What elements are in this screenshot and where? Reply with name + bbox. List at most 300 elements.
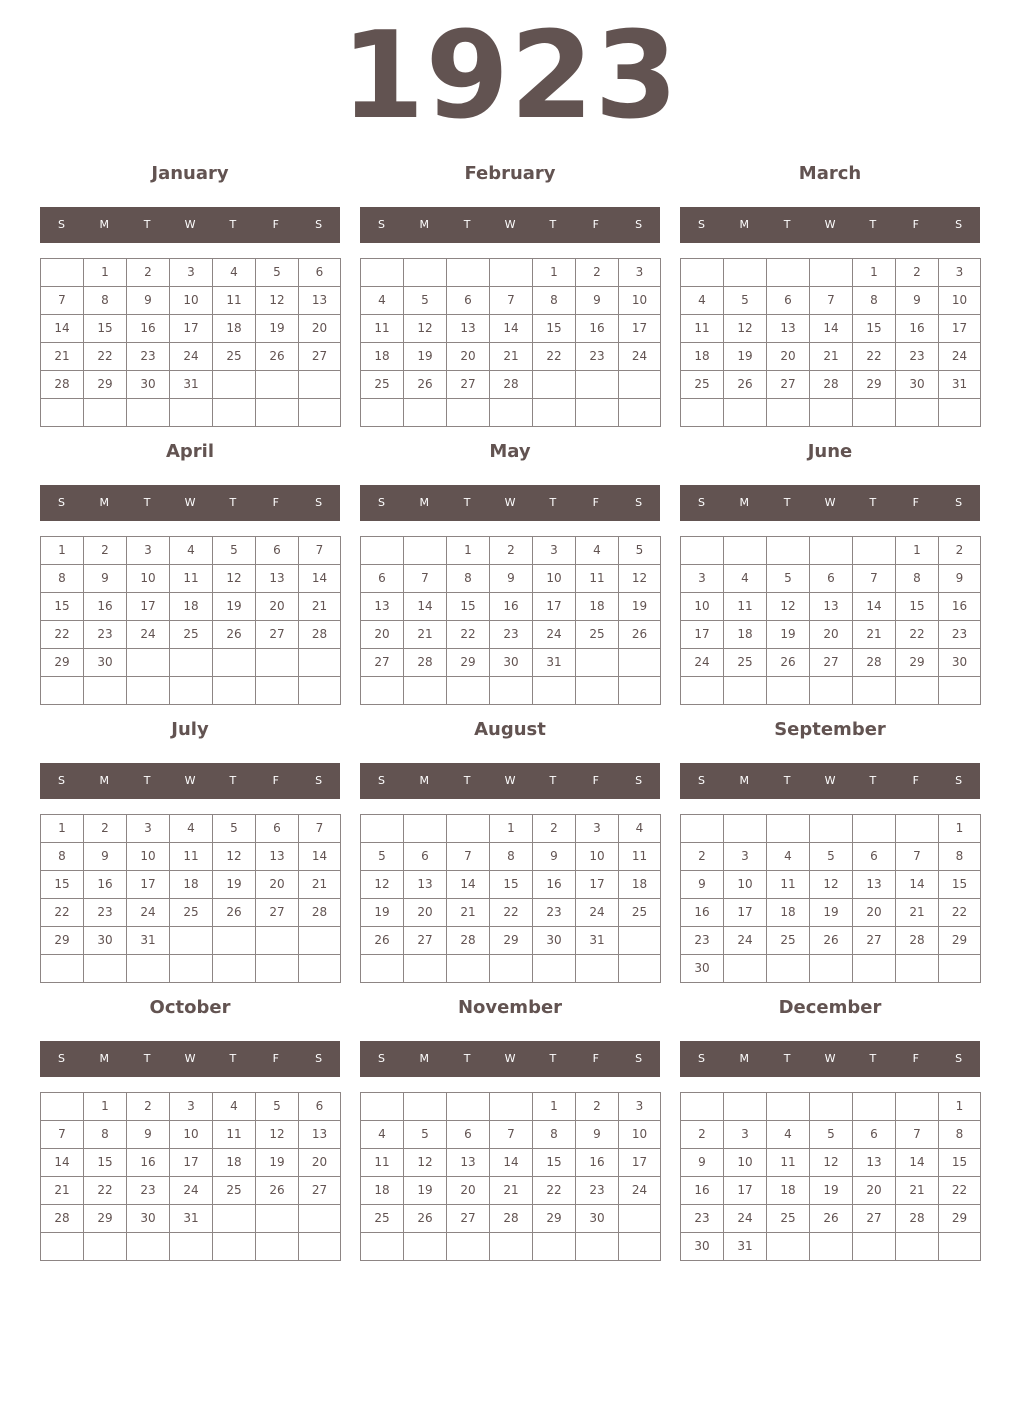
day-cell: 12 <box>212 842 255 870</box>
weekday-label: W <box>184 218 196 231</box>
day-cell <box>212 398 255 427</box>
day-cell: 16 <box>575 1148 618 1176</box>
day-cell: 1 <box>532 1092 575 1120</box>
day-cell <box>852 398 895 427</box>
day-cell: 26 <box>809 926 852 954</box>
day-cell: 23 <box>575 342 618 370</box>
day-cell: 5 <box>403 286 446 314</box>
day-cell: 15 <box>446 592 489 620</box>
day-cell <box>212 926 255 954</box>
day-cell: 23 <box>938 620 981 648</box>
day-cell: 22 <box>938 898 981 926</box>
day-cell: 23 <box>575 1176 618 1204</box>
day-cell: 18 <box>360 1176 403 1204</box>
day-cell: 25 <box>360 370 403 398</box>
day-cell <box>618 398 661 427</box>
day-cell: 29 <box>895 648 938 676</box>
month-october <box>40 996 340 1266</box>
weekday-label: T <box>229 1052 237 1065</box>
weekday-header <box>360 1041 660 1077</box>
days-grid <box>680 1092 981 1261</box>
month-may <box>360 440 660 710</box>
weekday-label: T <box>143 1052 151 1065</box>
day-cell <box>809 258 852 286</box>
day-cell: 13 <box>360 592 403 620</box>
day-cell: 21 <box>895 898 938 926</box>
day-cell: 16 <box>83 592 126 620</box>
day-cell: 6 <box>298 1092 341 1120</box>
day-cell: 5 <box>403 1120 446 1148</box>
day-cell: 22 <box>446 620 489 648</box>
day-cell <box>212 1204 255 1232</box>
day-cell <box>532 676 575 705</box>
day-cell: 19 <box>618 592 661 620</box>
day-cell: 27 <box>403 926 446 954</box>
day-cell <box>446 1092 489 1120</box>
day-cell: 31 <box>126 926 169 954</box>
weekday-label: T <box>869 218 877 231</box>
day-cell: 12 <box>809 870 852 898</box>
day-cell: 28 <box>403 648 446 676</box>
day-cell: 13 <box>403 870 446 898</box>
day-cell <box>809 1092 852 1120</box>
day-cell: 8 <box>852 286 895 314</box>
day-cell <box>169 1232 212 1261</box>
day-cell: 6 <box>852 842 895 870</box>
weekday-label: M <box>99 496 110 509</box>
day-cell: 9 <box>680 1148 723 1176</box>
day-cell <box>723 258 766 286</box>
day-cell <box>126 398 169 427</box>
day-cell: 14 <box>895 1148 938 1176</box>
weekday-label: F <box>592 774 599 787</box>
day-cell: 31 <box>169 370 212 398</box>
day-cell: 28 <box>40 1204 83 1232</box>
weekday-label: S <box>955 774 963 787</box>
day-cell: 27 <box>255 620 298 648</box>
day-cell <box>766 676 809 705</box>
day-cell <box>532 370 575 398</box>
day-cell: 26 <box>723 370 766 398</box>
day-cell <box>723 398 766 427</box>
day-cell: 30 <box>575 1204 618 1232</box>
day-cell <box>809 814 852 842</box>
day-cell: 28 <box>298 898 341 926</box>
day-cell: 10 <box>169 1120 212 1148</box>
day-cell <box>255 926 298 954</box>
day-cell: 2 <box>126 1092 169 1120</box>
day-cell: 2 <box>489 536 532 564</box>
weekday-label: S <box>377 218 385 231</box>
day-cell <box>360 1232 403 1261</box>
day-cell: 4 <box>618 814 661 842</box>
day-cell: 15 <box>532 314 575 342</box>
day-cell: 3 <box>169 258 212 286</box>
weekday-label: M <box>419 496 430 509</box>
day-cell: 25 <box>618 898 661 926</box>
day-cell <box>575 954 618 983</box>
day-cell: 16 <box>532 870 575 898</box>
day-cell <box>212 1232 255 1261</box>
day-cell: 11 <box>680 314 723 342</box>
day-cell: 24 <box>723 926 766 954</box>
day-cell: 9 <box>126 286 169 314</box>
weekday-label: W <box>824 774 836 787</box>
day-cell: 21 <box>489 1176 532 1204</box>
day-cell: 30 <box>895 370 938 398</box>
days-grid <box>360 814 661 983</box>
day-cell: 7 <box>852 564 895 592</box>
day-cell: 2 <box>938 536 981 564</box>
day-cell: 29 <box>938 1204 981 1232</box>
day-cell: 12 <box>212 564 255 592</box>
day-cell: 13 <box>446 1148 489 1176</box>
day-cell <box>532 398 575 427</box>
day-cell: 10 <box>618 286 661 314</box>
day-cell <box>489 954 532 983</box>
day-cell: 19 <box>360 898 403 926</box>
day-cell: 17 <box>618 314 661 342</box>
day-cell: 8 <box>446 564 489 592</box>
day-cell: 31 <box>938 370 981 398</box>
day-cell: 8 <box>83 1120 126 1148</box>
day-cell: 23 <box>680 1204 723 1232</box>
day-cell: 27 <box>809 648 852 676</box>
month-november <box>360 996 660 1266</box>
month-name: October <box>149 997 231 1018</box>
day-cell: 17 <box>723 1176 766 1204</box>
day-cell: 23 <box>126 1176 169 1204</box>
day-cell: 13 <box>255 564 298 592</box>
day-cell: 30 <box>83 648 126 676</box>
day-cell: 26 <box>403 370 446 398</box>
day-cell: 20 <box>446 1176 489 1204</box>
day-cell: 28 <box>446 926 489 954</box>
day-cell: 14 <box>446 870 489 898</box>
day-cell: 4 <box>212 258 255 286</box>
day-cell: 7 <box>895 1120 938 1148</box>
day-cell: 22 <box>83 1176 126 1204</box>
day-cell <box>489 1092 532 1120</box>
day-cell: 8 <box>532 286 575 314</box>
weekday-label: W <box>184 1052 196 1065</box>
day-cell: 30 <box>126 370 169 398</box>
day-cell: 3 <box>938 258 981 286</box>
day-cell: 10 <box>618 1120 661 1148</box>
day-cell: 8 <box>83 286 126 314</box>
day-cell: 28 <box>489 1204 532 1232</box>
weekday-label: S <box>635 218 643 231</box>
day-cell <box>403 954 446 983</box>
day-cell: 28 <box>895 926 938 954</box>
day-cell <box>618 954 661 983</box>
day-cell <box>489 258 532 286</box>
weekday-header <box>40 763 340 799</box>
days-grid <box>40 258 341 427</box>
day-cell <box>255 676 298 705</box>
day-cell: 3 <box>618 258 661 286</box>
day-cell: 21 <box>403 620 446 648</box>
days-grid <box>680 814 981 983</box>
day-cell: 29 <box>40 648 83 676</box>
month-april <box>40 440 340 710</box>
day-cell: 23 <box>489 620 532 648</box>
day-cell: 21 <box>489 342 532 370</box>
day-cell <box>255 370 298 398</box>
day-cell <box>938 676 981 705</box>
day-cell: 21 <box>852 620 895 648</box>
day-cell: 9 <box>126 1120 169 1148</box>
day-cell <box>575 398 618 427</box>
day-cell: 13 <box>298 1120 341 1148</box>
day-cell: 28 <box>852 648 895 676</box>
weekday-label: T <box>549 1052 557 1065</box>
day-cell <box>360 954 403 983</box>
day-cell: 3 <box>575 814 618 842</box>
day-cell: 12 <box>255 286 298 314</box>
day-cell <box>723 676 766 705</box>
day-cell <box>212 676 255 705</box>
day-cell: 9 <box>83 564 126 592</box>
day-cell: 4 <box>766 1120 809 1148</box>
weekday-header <box>680 1041 980 1077</box>
day-cell <box>255 1204 298 1232</box>
day-cell <box>723 536 766 564</box>
day-cell <box>446 398 489 427</box>
weekday-label: S <box>57 774 65 787</box>
day-cell: 24 <box>575 898 618 926</box>
day-cell <box>360 814 403 842</box>
day-cell: 30 <box>532 926 575 954</box>
day-cell <box>895 814 938 842</box>
day-cell <box>298 370 341 398</box>
day-cell: 14 <box>895 870 938 898</box>
weekday-header <box>680 207 980 243</box>
weekday-label: S <box>377 496 385 509</box>
day-cell: 23 <box>680 926 723 954</box>
day-cell <box>212 954 255 983</box>
day-cell: 25 <box>212 342 255 370</box>
days-grid <box>360 258 661 427</box>
day-cell: 13 <box>852 870 895 898</box>
day-cell <box>618 648 661 676</box>
days-grid <box>40 536 341 705</box>
day-cell: 18 <box>212 1148 255 1176</box>
day-cell: 24 <box>680 648 723 676</box>
day-cell: 6 <box>298 258 341 286</box>
weekday-label: F <box>912 218 919 231</box>
weekday-label: F <box>912 774 919 787</box>
day-cell: 20 <box>852 1176 895 1204</box>
day-cell: 3 <box>723 1120 766 1148</box>
day-cell: 14 <box>852 592 895 620</box>
day-cell <box>360 258 403 286</box>
day-cell: 10 <box>680 592 723 620</box>
day-cell: 21 <box>298 592 341 620</box>
day-cell: 28 <box>489 370 532 398</box>
day-cell: 14 <box>298 564 341 592</box>
day-cell: 11 <box>360 314 403 342</box>
day-cell: 5 <box>255 258 298 286</box>
day-cell: 25 <box>575 620 618 648</box>
day-cell: 18 <box>723 620 766 648</box>
day-cell: 17 <box>575 870 618 898</box>
weekday-label: T <box>783 1052 791 1065</box>
day-cell: 19 <box>809 1176 852 1204</box>
day-cell: 22 <box>40 898 83 926</box>
day-cell: 29 <box>83 1204 126 1232</box>
month-name: November <box>457 997 563 1018</box>
day-cell: 8 <box>938 1120 981 1148</box>
day-cell: 29 <box>40 926 83 954</box>
day-cell: 6 <box>446 1120 489 1148</box>
day-cell: 3 <box>723 842 766 870</box>
weekday-label: M <box>419 774 430 787</box>
day-cell: 26 <box>809 1204 852 1232</box>
day-cell <box>852 676 895 705</box>
weekday-header <box>360 485 660 521</box>
day-cell: 26 <box>618 620 661 648</box>
day-cell <box>255 954 298 983</box>
month-name: January <box>151 163 229 184</box>
day-cell: 23 <box>532 898 575 926</box>
month-august <box>360 718 660 988</box>
day-cell: 27 <box>446 370 489 398</box>
day-cell: 24 <box>618 1176 661 1204</box>
weekday-label: T <box>229 218 237 231</box>
day-cell <box>403 814 446 842</box>
weekday-label: M <box>99 1052 110 1065</box>
day-cell: 14 <box>403 592 446 620</box>
day-cell: 7 <box>40 286 83 314</box>
day-cell <box>723 814 766 842</box>
day-cell <box>446 258 489 286</box>
weekday-label: F <box>272 218 279 231</box>
weekday-label: M <box>739 1052 750 1065</box>
day-cell: 21 <box>809 342 852 370</box>
day-cell: 27 <box>766 370 809 398</box>
day-cell: 3 <box>618 1092 661 1120</box>
day-cell: 17 <box>618 1148 661 1176</box>
day-cell: 18 <box>360 342 403 370</box>
day-cell <box>40 676 83 705</box>
day-cell <box>360 676 403 705</box>
day-cell: 24 <box>126 898 169 926</box>
day-cell: 12 <box>255 1120 298 1148</box>
weekday-label: M <box>419 218 430 231</box>
day-cell <box>766 954 809 983</box>
day-cell: 23 <box>83 620 126 648</box>
day-cell <box>83 676 126 705</box>
day-cell <box>575 370 618 398</box>
month-name: June <box>807 441 853 462</box>
day-cell <box>852 1232 895 1261</box>
day-cell <box>489 398 532 427</box>
month-name: May <box>489 441 531 462</box>
day-cell: 9 <box>680 870 723 898</box>
day-cell: 13 <box>298 286 341 314</box>
day-cell: 29 <box>938 926 981 954</box>
weekday-label: T <box>549 218 557 231</box>
day-cell: 1 <box>40 536 83 564</box>
day-cell: 5 <box>360 842 403 870</box>
day-cell: 1 <box>852 258 895 286</box>
day-cell: 22 <box>532 342 575 370</box>
day-cell: 2 <box>575 1092 618 1120</box>
day-cell: 12 <box>723 314 766 342</box>
day-cell: 21 <box>40 342 83 370</box>
day-cell: 3 <box>680 564 723 592</box>
weekday-label: S <box>315 496 323 509</box>
day-cell: 28 <box>298 620 341 648</box>
weekday-label: M <box>739 218 750 231</box>
day-cell: 1 <box>83 258 126 286</box>
day-cell: 15 <box>83 1148 126 1176</box>
day-cell: 11 <box>169 842 212 870</box>
day-cell: 18 <box>212 314 255 342</box>
day-cell: 22 <box>938 1176 981 1204</box>
day-cell <box>403 676 446 705</box>
day-cell <box>360 1092 403 1120</box>
weekday-label: S <box>955 218 963 231</box>
day-cell: 1 <box>83 1092 126 1120</box>
day-cell: 12 <box>809 1148 852 1176</box>
day-cell: 15 <box>895 592 938 620</box>
weekday-header <box>360 207 660 243</box>
day-cell <box>40 1092 83 1120</box>
day-cell: 25 <box>212 1176 255 1204</box>
day-cell: 30 <box>126 1204 169 1232</box>
weekday-label: W <box>824 1052 836 1065</box>
day-cell: 9 <box>575 1120 618 1148</box>
weekday-label: F <box>592 218 599 231</box>
day-cell: 7 <box>446 842 489 870</box>
day-cell: 8 <box>938 842 981 870</box>
weekday-label: T <box>783 218 791 231</box>
weekday-label: W <box>504 496 516 509</box>
weekday-label: S <box>315 1052 323 1065</box>
day-cell: 20 <box>766 342 809 370</box>
day-cell: 4 <box>766 842 809 870</box>
weekday-label: T <box>549 496 557 509</box>
day-cell <box>895 1232 938 1261</box>
day-cell: 19 <box>255 314 298 342</box>
weekday-label: S <box>635 774 643 787</box>
day-cell: 14 <box>489 314 532 342</box>
day-cell: 31 <box>169 1204 212 1232</box>
day-cell: 10 <box>126 564 169 592</box>
day-cell: 15 <box>40 592 83 620</box>
month-name: September <box>774 719 886 740</box>
day-cell: 14 <box>809 314 852 342</box>
day-cell <box>403 258 446 286</box>
day-cell: 10 <box>126 842 169 870</box>
year-title: 1923 <box>341 7 679 146</box>
day-cell: 30 <box>938 648 981 676</box>
day-cell: 18 <box>766 1176 809 1204</box>
weekday-label: W <box>824 218 836 231</box>
day-cell: 14 <box>40 1148 83 1176</box>
day-cell: 20 <box>403 898 446 926</box>
day-cell <box>532 1232 575 1261</box>
day-cell: 27 <box>298 1176 341 1204</box>
month-name: April <box>165 441 215 462</box>
day-cell <box>618 926 661 954</box>
day-cell <box>852 1092 895 1120</box>
day-cell: 6 <box>446 286 489 314</box>
day-cell: 16 <box>938 592 981 620</box>
day-cell: 4 <box>575 536 618 564</box>
